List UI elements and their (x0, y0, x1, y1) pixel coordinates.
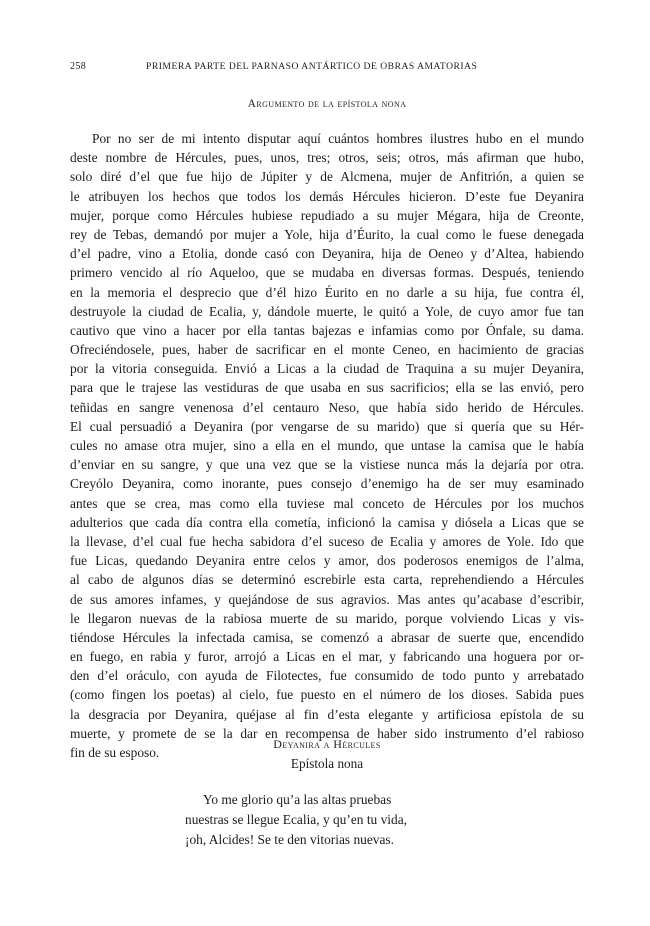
epistle-title: Deyanira a Hércules (273, 737, 381, 751)
paragraph-line: en la memoria el desprecio que d’él hizo Éurito en no darle a su hija, fue contra él, (70, 284, 584, 300)
paragraph-line: al cabo de algunos días se determinó escrebirle esta carta, reprehendiendo a Hércules (70, 572, 584, 588)
paragraph-line: de sus amores infames, y quejándose de sus agravios. Mas antes qu’acabase d’escribir, (70, 591, 584, 607)
paragraph-line: le llegaron nuevas de la rabiosa muerte de su marido, porque volviendo Licas y vis- (70, 610, 584, 626)
paragraph-line: (como fingen los poetas) al cielo, fue puesto en el número de los dioses. Sabida pues (70, 687, 584, 703)
paragraph-line: le atribuyen los hechos que todos los demás Hércules hicieron. D’este fue Deyanira (70, 188, 584, 204)
paragraph-line: adulterios que cada día contra ella cometía, inficionó la camisa y diósela a Licas que se (70, 514, 584, 530)
paragraph-line: la desgracia por Deyanira, quéjase al fin d’esta elegante y artificiosa epístola de su (70, 706, 584, 722)
paragraph-line: fue Licas, quedando Deyanira entre celos y amor, dos poderosos enemigos de l’alma, (70, 553, 584, 569)
paragraph-line: mujer, porque como Hércules hubiese repudiado a su mujer Mégara, hija de Creonte, (70, 207, 584, 223)
paragraph-line: tiéndose Hércules la infectada camisa, se comenzó a abrasar de suerte que, encendido (70, 629, 584, 645)
paragraph-line: destruyole la ciudad de Ecalia, y, dándole muerte, le quitó a Yole, de cuyo amor fue tan (70, 303, 584, 319)
paragraph-line: d’enviar en su sangre, y que una vez que se la vistiese nunca más la dejaría por otra. (70, 457, 584, 473)
running-head (70, 61, 584, 77)
paragraph-line: deste nombre de Hércules, pues, unos, tres; otros, seis; otros, más afirman que hubo, (70, 150, 584, 166)
paragraph-line: fin de su esposo. (70, 745, 160, 760)
argument-paragraph (70, 129, 584, 762)
paragraph-line: la llevase, d’el cual fue hecha sabidora d’el suceso de Ecalia y amores de Yole. Ido que (70, 533, 584, 549)
paragraph-line: para que le trajese las vestiduras de que usaba en sus sacrificios; ella se las envió, pero (70, 380, 584, 396)
paragraph-line: Ofreciéndosele, pues, haber de sacrificar en el monte Ceneo, en hacimiento de gracias (70, 342, 584, 358)
paragraph-line: den d’el oráculo, con ayuda de Filotectes, fue consumido de todo punto y arrebatado (70, 668, 584, 684)
poem-line: ¡oh, Alcides! Se te den vitorias nuevas. (185, 832, 394, 847)
paragraph-line: muerte, y promete de se la dar en recompensa de haber sido instrumento d’el rabioso (70, 725, 584, 741)
running-title: PRIMERA PARTE DEL PARNASO ANTÁRTICO DE OBRAS AMATORIAS (146, 61, 478, 72)
paragraph-line: d’el padre, vino a Etolia, donde casó con Deyanira, hija de Oeneo y d’Altea, habiendo (70, 246, 584, 262)
paragraph-line: en fuego, en rabia y furor, arrojó a Licas en el mar, y fabricando una hoguera por or- (70, 649, 584, 665)
paragraph-line: rey de Tebas, demandó por mujer a Yole, hija d’Éurito, la cual como le fuese denegada (70, 226, 584, 242)
paragraph-line: El cual persuadió a Deyanira (por vengarse de su marido) que si quería que su Hér- (70, 418, 584, 434)
paragraph-line: primero vencido al río Aqueloo, que se mudaba en diversas formas. Después, teniendo (70, 265, 584, 281)
paragraph-line: por la vitoria conseguida. Envió a Licas a la ciudad de Traquina a su mujer Deyanira, (70, 361, 584, 377)
paragraph-line: Creyólo Deyanira, como inorante, pues consejo d’enemigo ha de ser muy esaminado (70, 476, 584, 492)
epistle-subtitle: Epístola nona (290, 756, 364, 771)
paragraph-line: antes que se crea, mas como ella tuviese mal conceto de Hércules por los muchos (70, 495, 584, 511)
epistle-heading (70, 735, 584, 773)
poem-line: Yo me glorio qu’a las altas pruebas (203, 792, 392, 807)
paragraph-line: teñidas en sangre venenosa d’el centauro Neso, que había sido herido de Hércules. (70, 399, 584, 415)
page-number: 258 (70, 61, 87, 72)
poem-stanza (70, 790, 584, 850)
poem-line: nuestras se llegue Ecalia, y qu’en tu vida, (185, 812, 407, 827)
section-title: Argumento de la epístola nona (247, 98, 407, 110)
paragraph-line: solo diré d’el que fue hijo de Júpiter y de Alcmena, mujer de Anfitrión, a quien se (70, 169, 584, 185)
paragraph-line: cules no amase otra mujer, sino a ella en el mundo, que untase la camisa que le había (70, 438, 584, 453)
paragraph-line: Por no ser de mi intento disputar aquí cuántos hombres ilustres hubo en el mundo (92, 131, 584, 146)
paragraph-line: cautivo que vino a hacer por ella tantas bajezas e infamias como por Ónfale, su dama. (70, 322, 584, 338)
